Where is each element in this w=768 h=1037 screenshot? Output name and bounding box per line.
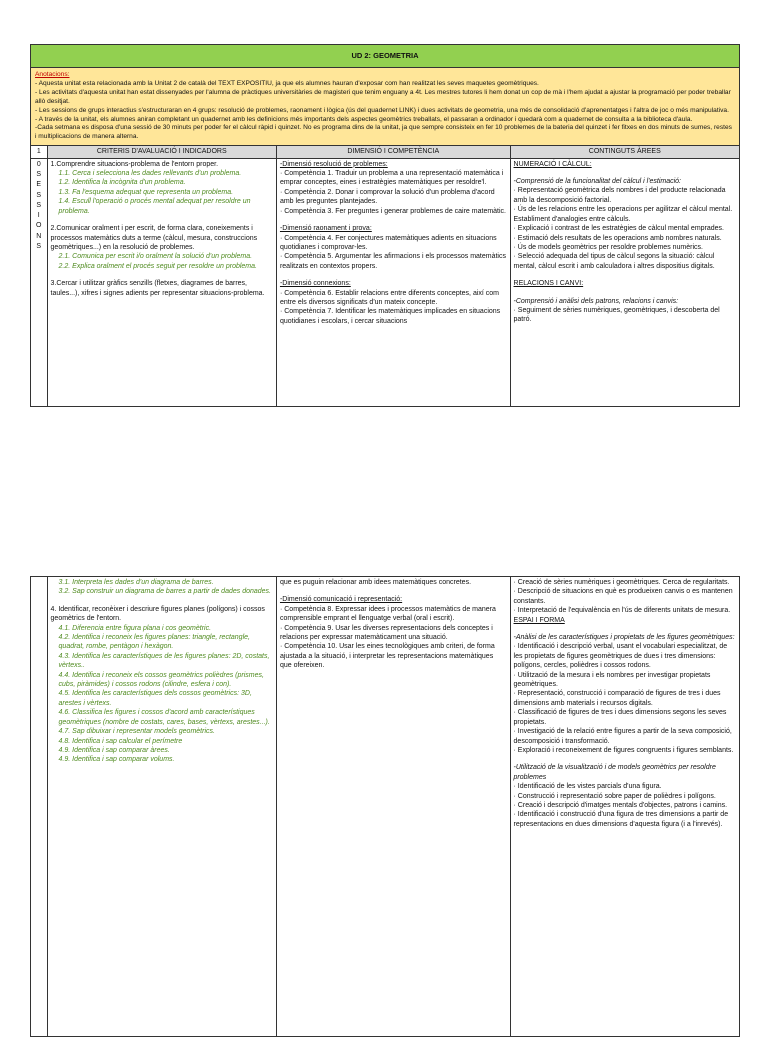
text-line: -Comprensió i anàlisi dels patrons, relacions i canvis: xyxy=(513,297,679,305)
text-line: -Dimensió comunicació i representació: xyxy=(279,596,403,604)
notes-heading: Anotacions: xyxy=(35,71,70,78)
text-line xyxy=(514,271,736,279)
text-line xyxy=(514,755,736,763)
text-line: · Estimació dels resultats de les operacions amb nombres naturals. xyxy=(513,234,722,242)
text-line: ESPAI I FORMA xyxy=(513,616,565,624)
session-count-cell: 1 xyxy=(31,146,48,158)
programming-table-page-2 xyxy=(30,576,740,1037)
text-line: 1.1. Cerca i selecciona les dades rellevants d'un problema. xyxy=(58,170,242,178)
text-line xyxy=(280,587,507,595)
text-line xyxy=(514,289,736,297)
page-2 xyxy=(30,576,740,1037)
text-line xyxy=(51,597,273,605)
header-contents: CONTINGUTS ÀREES xyxy=(510,146,739,158)
text-line: · Exploració i reconeixement de figures congruents i figures semblants. xyxy=(513,746,734,754)
text-line: · Descripció de situacions en què es produeixen canvis o es mantenen constants. xyxy=(513,588,733,605)
text-line: · Competència 3. Fer preguntes i generar problemes de caire matemàtic. xyxy=(279,207,507,215)
sessions-label: 0 S E S S I O N S xyxy=(31,158,48,406)
criteria-cell xyxy=(47,577,276,1037)
text-line: · Representació, construcció i comparació de figures de tres i dues dimensions amb materials i recursos digitals. xyxy=(513,690,721,707)
text-line: 4.5. Identifica les característiques dels cossos geomètrics: 3D, arestes i vèrtexs. xyxy=(58,690,252,707)
text-line: -Utilització de la visualització i de models geomètrics per resoldre problemes xyxy=(513,764,716,781)
text-line: 3.1. Interpreta les dades d'un diagrama de barres. xyxy=(58,579,214,586)
note-line: - A través de la unitat, els alumnes aniran completant un quadernet amb les definicions més importants dels aspectes geomètrics treballats, el passaran a ordinador i quedarà com a quadernet de consulta a la biblioteca d'aula. xyxy=(35,115,693,123)
text-line xyxy=(280,271,507,279)
text-line: 4.4. Identifica i reconeix els cossos geomètrics polièdres (prismes, cubs, piràmides) i cossos rodons (cilindre, esfera i con). xyxy=(58,671,264,689)
text-line: · Representació geomètrica dels nombres i del producte relacionada amb la descomposició factorial. xyxy=(513,187,726,204)
text-line: · Investigació de la relació entre figures a partir de la seva composició, descomposició i transformació. xyxy=(513,728,732,745)
text-line: -Dimensió raonament i prova: xyxy=(279,225,372,233)
text-line: 4.7. Sap dibuixar i representar models geomètrics. xyxy=(58,728,215,736)
text-line: 4.2. Identifica i reconeix les figures planes: triangle, rectangle, quadrat, rombe, pentàgon i hexàgon. xyxy=(58,634,250,651)
text-line: 2.1. Comunica per escrit i/o oralment la solució d'un problema. xyxy=(58,253,253,261)
header-criteria: CRITERIS D'AVALUACIÓ I INDICADORS xyxy=(47,146,276,158)
text-line: NUMERACIÓ I CÀLCUL: xyxy=(513,160,592,168)
contents-cell xyxy=(510,158,739,406)
text-line: · Ús de les relacions entre les operacions per agilitzar el càlcul mental. Establiment d'analogies entre càlculs. xyxy=(513,206,733,223)
text-line: · Creació i descripció d'imatges mentals d'objectes, patrons i camins. xyxy=(513,801,728,809)
note-line: - Les activitats d'aquesta unitat han estat dissenyades per l'alumna de pràctiques universitàries de magisteri que tenim enguany a 4t. Les mestres tutores li hem donat un cop de mà i l'hem ajudat a ajustar la programació per poder treballar allò desitjat. xyxy=(35,88,731,105)
text-line: · Competència 8. Expressar idees i processos matemàtics de manera comprensible emprant el llenguatge verbal (oral i escrit). xyxy=(279,605,496,623)
dimension-cell xyxy=(276,577,510,1037)
text-line: 1.Comprendre situacions-problema de l'entorn proper. xyxy=(50,160,219,168)
text-line: · Identificació de les vistes parcials d'una figura. xyxy=(513,783,662,791)
text-line: · Ús de models geomètrics per resoldre problemes numèrics. xyxy=(513,243,703,251)
note-line: -Cada setmana es disposa d'una sessió de 30 minuts per poder fer el càlcul ràpid i quinzet. No es programa dins de la unitat, ja que sempre consisteix en fer 10 problemes de la bateria del quinzet i fer fitxes en dos minuts de sumes, restes i multiplicacions de manera alterna. xyxy=(35,124,732,141)
text-line: · Construcció i representació sobre paper de polièdres i polígons. xyxy=(513,792,716,800)
text-line: · Selecció adequada del tipus de càlcul segons la situació: càlcul mental, càlcul escrit i amb calculadora i altres dispositius digitals. xyxy=(513,253,715,270)
text-line: 4.9. Identifica i sap comparar volums. xyxy=(58,756,175,764)
text-line: RELACIONS I CANVI: xyxy=(513,280,584,288)
programming-table-page-1 xyxy=(30,44,740,407)
note-line: - Les sessions de grups interactius s'estructuraran en 4 grups: resolució de problemes, raonament i lògica (ús del quadernet LINK) i dues activitats de geometria, una més de consolidació d'aprenentatges i l'altra de joc o més manipulativa. xyxy=(35,106,729,114)
text-line: que es puguin relacionar amb idees matemàtiques concretes. xyxy=(279,579,472,586)
text-line: 4.1. Diferencia entre figura plana i cos geomètric. xyxy=(58,624,212,632)
text-line xyxy=(51,271,273,279)
text-line: -Dimensió connexions: xyxy=(279,280,351,288)
text-line: · Creació de sèries numèriques i geomètriques. Cerca de regularitats. xyxy=(513,579,730,586)
text-line: · Competència 10. Usar les eines tecnològiques amb criteri, de forma ajustada a la situació, i interpretar les representacions matemàtiques que ofereixen. xyxy=(279,643,495,670)
text-line xyxy=(514,169,736,177)
text-line: · Competència 6. Establir relacions entre diferents conceptes, així com entre els diversos significats d'un mateix concepte. xyxy=(279,289,500,306)
text-line: · Interpretació de l'equivalència en l'ús de diferents unitats de mesura. xyxy=(513,607,731,615)
unit-title: UD 2: GEOMETRIA xyxy=(31,45,740,68)
text-line: -Anàlisi de les característiques i propietats de les figures geomètriques: xyxy=(513,634,735,642)
page-1 xyxy=(30,44,740,407)
text-line: 4.9. Identifica i sap comparar àrees. xyxy=(58,746,170,754)
text-line: · Utilització de la mesura i els nombres per investigar propietats geomètriques. xyxy=(513,671,711,689)
notes-block xyxy=(31,68,740,146)
text-line: · Identificació i construcció d'una figura de tres dimensions a partir de representacions en dues dimensions d'aquesta figura (i a l'inrevés). xyxy=(513,811,729,828)
text-line: -Comprensió de la funcionalitat del càlcul i l'estimació: xyxy=(513,178,681,186)
text-line: · Competència 5. Argumentar les afirmacions i els processos matemàtics realitzats en contextos propers. xyxy=(279,253,506,270)
text-line xyxy=(514,625,736,633)
text-line: · Competència 2. Donar i comprovar la solució d'un problema d'acord amb les preguntes plantejades. xyxy=(279,188,495,206)
criteria-cell xyxy=(47,158,276,406)
text-line: · Competència 4. Fer conjectures matemàtiques adients en situacions quotidianes i comprovar-les. xyxy=(279,234,497,251)
text-line xyxy=(280,216,507,224)
text-line: · Classificació de figures de tres i dues dimensions segons les seves propietats. xyxy=(513,709,727,726)
text-line: 4.8. Identifica i sap calcular el perímetre xyxy=(58,737,183,745)
text-line: -Dimensió resolució de problemes: xyxy=(279,160,388,168)
text-line: 1.4. Escull l'operació o procés mental adequat per resoldre un problema. xyxy=(58,198,251,215)
text-line: 2.2. Explica oralment el procés seguit per resoldre un problema. xyxy=(58,262,257,270)
text-line: 2.Comunicar oralment i per escrit, de forma clara, coneixements i processos matemàtics duts a terme (càlcul, mesura, construccions geomètriques...) en la resolució de problemes. xyxy=(50,225,258,251)
text-line: 1.2. Identifica la incògnita d'un problema. xyxy=(58,179,186,187)
text-line: · Competència 1. Traduir un problema a una representació matemàtica i emprar conceptes, eines i estratègies matemàtiques per resoldre'l. xyxy=(279,170,504,187)
note-line: - Aquesta unitat esta relacionada amb la Unitat 2 de català del TEXT EXPOSITIU, ja que els alumnes hauran d'exposar com han realitzat les seves maquetes geomètriques. xyxy=(35,79,539,87)
header-dimension: DIMENSIÓ I COMPETÈNCIA xyxy=(276,146,510,158)
text-line: · Competència 9. Usar les diverses representacions dels conceptes i relacions per expressar matemàticament una situació. xyxy=(279,624,493,642)
text-line: 3.2. Sap construir un diagrama de barres a partir de dades donades. xyxy=(58,588,271,596)
text-line: · Explicació i contrast de les estratègies de càlcul mental emprades. xyxy=(513,225,725,233)
text-line: · Identificació i descripció verbal, usant el vocabulari especialitzat, de les propietats de figures geomètriques de dues i tres dimensions: polígons, cercles, polièdres i cossos rodons. xyxy=(513,643,728,670)
dimension-cell xyxy=(276,158,510,406)
contents-cell xyxy=(510,577,739,1037)
sessions-cell-empty xyxy=(31,577,48,1037)
text-line xyxy=(51,216,273,224)
text-line: 1.3. Fa l'esquema adequat que representa un problema. xyxy=(58,188,234,196)
text-line: · Competència 7. Identificar les matemàtiques implicades en situacions quotidianes i escolars, i cercar situacions xyxy=(279,308,501,325)
text-line: 4. Identificar, reconèixer i descriure figures planes (polígons) i cossos geomètrics de l'entorn. xyxy=(50,605,265,623)
text-line: · Seguiment de sèries numèriques, geomètriques, i descoberta del patró. xyxy=(513,306,720,324)
text-line: 4.6. Classifica les figures i cossos d'acord amb característiques geomètriques (nombre de costats, cares, bases, vèrtexs, arestes...). xyxy=(58,709,270,726)
text-line: 4.3. Identifica les característiques de les figures planes: 2D, costats, vèrtexs.. xyxy=(58,652,270,670)
text-line: 3.Cercar i utilitzar gràfics senzills (fletxes, diagrames de barres, taules...), xifres i signes adients per representar situacions-problema. xyxy=(50,280,265,297)
